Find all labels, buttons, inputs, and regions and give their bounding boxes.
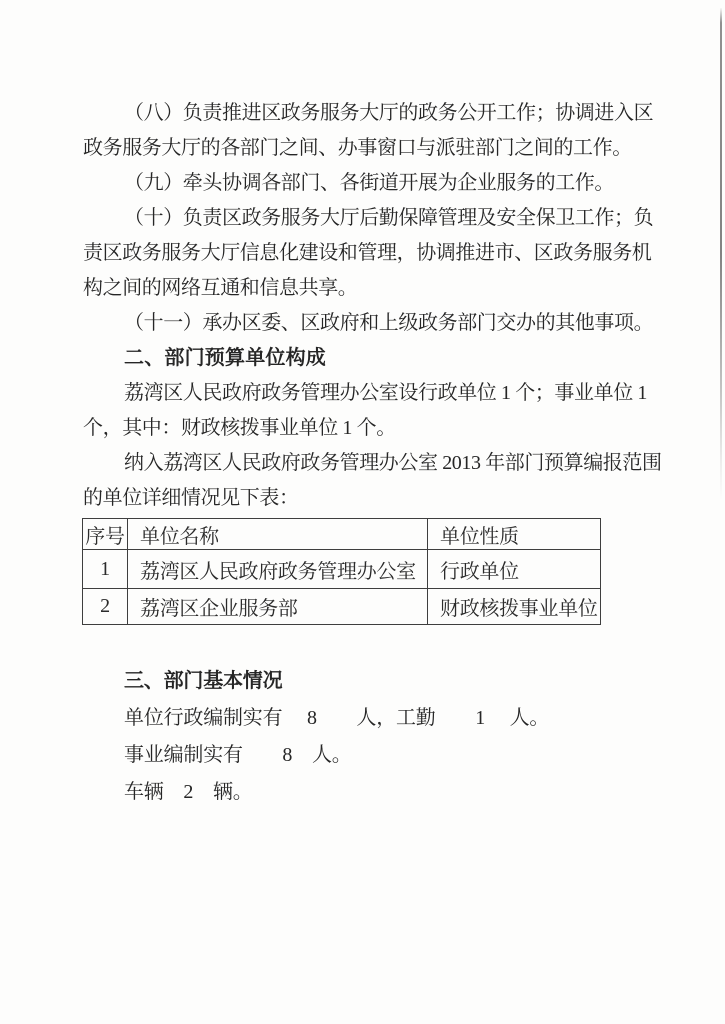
section-heading-3: 三、部门基本情况	[124, 670, 283, 692]
paragraph-line-admin-staffing: 单位行政编制实有 8 人，工勤 1 人。	[124, 707, 550, 729]
paragraph-line-duty-10c: 构之间的网络互通和信息共享。	[83, 277, 358, 299]
paragraph-line-duty-8b: 政务服务大厅的各部门之间、办事窗口与派驻部门之间的工作。	[83, 137, 632, 159]
scan-edge-artifact	[720, 8, 722, 500]
table-cell-unit-name: 荔湾区人民政府政务管理办公室	[128, 550, 428, 589]
paragraph-line-duty-8a: （八）负责推进区政务服务大厅的政务公开工作；协调进入区	[124, 102, 654, 124]
main-text-block	[83, 96, 683, 516]
table-row	[83, 550, 601, 589]
paragraph-line-business-staffing: 事业编制实有 8 人。	[124, 744, 352, 766]
table-cell-serial: 1	[83, 550, 128, 589]
paragraph-line-scope-a: 纳入荔湾区人民政府政务管理办公室 2013 年部门预算编报范围	[124, 452, 662, 474]
table-cell-unit-name: 荔湾区企业服务部	[128, 589, 428, 625]
table-header-serial: 序号	[83, 519, 128, 550]
table-header-unit-type: 单位性质	[428, 519, 601, 550]
paragraph-line-duty-9: （九）牵头协调各部门、各街道开展为企业服务的工作。	[124, 172, 614, 194]
section-heading-2: 二、部门预算单位构成	[124, 347, 326, 369]
table-row	[83, 589, 601, 625]
section-3-block	[83, 663, 683, 811]
paragraph-line-duty-11: （十一）承办区委、区政府和上级政务部门交办的其他事项。	[124, 312, 654, 334]
table-cell-unit-type: 财政核拨事业单位	[428, 589, 601, 625]
table-header-row	[83, 519, 601, 550]
paragraph-line-vehicles: 车辆 2 辆。	[124, 781, 253, 803]
paragraph-line-units-b: 个，其中：财政核拨事业单位 1 个。	[83, 417, 396, 439]
paragraph-line-units-a: 荔湾区人民政府政务管理办公室设行政单位 1 个；事业单位 1	[124, 382, 647, 404]
budget-units-table	[82, 518, 601, 625]
paragraph-line-duty-10a: （十）负责区政务服务大厅后勤保障管理及安全保卫工作；负	[124, 207, 654, 229]
table-cell-serial: 2	[83, 589, 128, 625]
paragraph-line-scope-b: 的单位详细情况见下表：	[83, 487, 299, 509]
paragraph-line-duty-10b: 责区政务服务大厅信息化建设和管理，协调推进市、区政务服务机	[83, 242, 652, 264]
table-cell-unit-type: 行政单位	[428, 550, 601, 589]
table-header-unit-name: 单位名称	[128, 519, 428, 550]
